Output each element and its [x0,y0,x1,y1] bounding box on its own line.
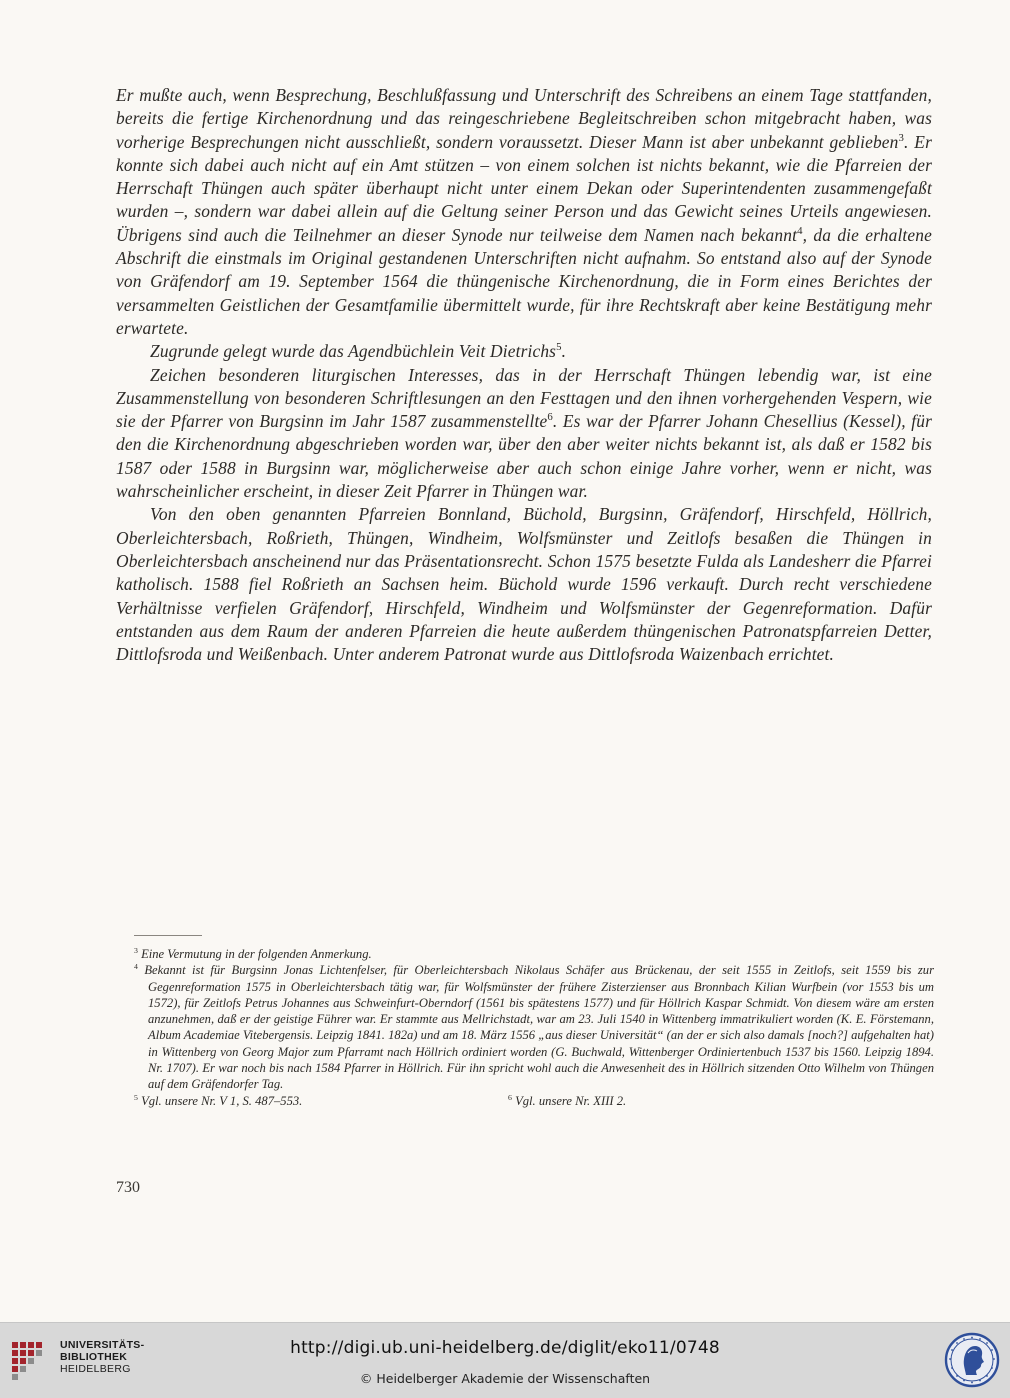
paragraph-2: Zugrunde gelegt wurde das Agendbüchlein Veit Dietrichs$^5$. [150,341,567,362]
permalink-url[interactable]: http://digi.ub.uni-heidelberg.de/diglit/eko11/0748 [290,1338,720,1358]
copyright-notice: © Heidelberger Akademie der Wissenschaften [359,1371,651,1386]
page-number: 730 [116,1179,140,1196]
academy-seal-icon [944,1331,1000,1389]
footnote-divider [134,935,202,936]
library-name: UNIVERSITÄTS- BIBLIOTHEK HEIDELBERG [60,1339,145,1375]
footnote-ref-6[interactable]: 6 [547,411,553,424]
footnote-row-5-6 [134,1093,934,1109]
paragraph-4: Von den oben genannten Pfarreien Bonnland, Büchold, Burgsinn, Gräfendorf, Hirschfeld, Höllrich, Oberleichtersbach, Roßrieth, Thüngen, Windheim, Wolfsmünster und Zeitlofs besaßen die Thüngen in Oberleichtersbach anscheinend nur das Präsentationsrecht. Schon 1575 besetzte Fulda als Landesherr die Pfarrei katholisch. 1588 fiel Roßrieth an Sachsen heim. Büchold wurde 1596 verkauft. Durch recht verschiedene Verhältnisse verfielen Gräfendorf, Hirschfeld, Windheim und Wolfsmünster der Gegenreformation. Dafür entstanden aus dem Raum der anderen Pfarreien die heute außerdem thüngenischen Patronatspfarreien Detter, Dittlofsroda und Weißenbach. Unter anderem Patronat wurde aus Dittlofsroda Waizenbach errichtet. [116,504,932,665]
footnote-4: $^4$ Bekannt ist für Burgsinn Jonas Lichtenfelser, für Oberleichtersbach Nikolaus Schäfer aus Brückenau, der seit 1555 in Zeitlofs, seit 1559 bis zur Gegenreformation 1575 in Oberleichtersbach tätig war, für Wolfsmünster der frühere Zisterzienser aus Bronnbach Kilian Wurfbein (vor 1553 bis um 1572), für Zeitlofs Petrus Johannes aus Schweinfurt-Oberndorf (1561 bis spätestens 1577) und für Höllrich Kaspar Schmidt. Von diesem wäre am ersten anzunehmen, daß er der geistige Führer war. Er stammte aus Mellrichstadt, war am 23. Juli 1540 in Wittenberg immatrikuliert worden (K. E. Förstemann, Album Academiae Vitebergensis. Leipzig 1841. 182a) und am 18. März 1556 „aus dieser Universität“ (an der er sich also damals [noch?] aufgehalten hat) in Wittenberg von Georg Major zum Pfarramt nach Höllrich ordiniert worden (G. Buchwald, Wittenberger Ordiniertenbuch 1537 bis 1560. Leipzig 1894. Nr. 1707). Er war noch bis nach 1584 Pfarrer in Höllrich. Für ihn spricht wohl auch die Anwesenheit des in Höllrich sitzenden Otto Wilhelm von Thüngen auf dem Gräfendorfer Tag. [134,962,934,1092]
footer-bar [0,1322,1010,1398]
main-text [116,84,932,666]
footnote-6: $^6$ Vgl. unsere Nr. XIII 2. [508,1092,627,1108]
footnotes [134,946,934,1109]
footnote-5: $^5$ Vgl. unsere Nr. V 1, S. 487–553. [134,1092,303,1108]
paragraph-1: Er mußte auch, wenn Besprechung, Beschlußfassung und Unterschrift des Schreibens an einem Tage stattfanden, bereits die fertige Kirchenordnung und das reingeschriebene Begleitschreiben schon mitgebracht haben, was vorherige Besprechungen nicht ausschließt, sondern voraussetzt. Dieser Mann ist aber unbekannt geblieben$^3$. Er konnte sich dabei auch nicht auf ein Amt stützen – von einem solchen ist nichts bekannt, wie die Pfarreien der Herrschaft Thüngen auch später überhaupt nicht unter einem Dekan oder Superintendenten zusammengefaßt wurden –, sondern war dabei allein auf die Geltung seiner Person und das Gewicht seines Urteils angewiesen. Übrigens sind auch die Teilnehmer an dieser Synode nur teilweise dem Namen nach bekannt$^4$, da die erhaltene Abschrift die einstmals im Original gestandenen Unterschriften nicht aufnahm. So entstand also auf der Synode von Gräfendorf am 19. September 1564 die thüngenische Kirchenordnung, die in Form eines Berichtes der versammelten Geistlichen der Gesamtfamilie übermittelt wurde, für ihre Rechtskraft aber keine Bestätigung mehr erwartete. [116,85,932,338]
footnote-ref-4[interactable]: 4 [797,224,803,237]
footnote-ref-3[interactable]: 3 [898,131,905,144]
footnote-ref-5[interactable]: 5 [556,341,562,354]
footnote-3: $^3$ Eine Vermutung in der folgenden Anmerkung. [134,945,372,961]
paragraph-3: Zeichen besonderen liturgischen Interesses, das in der Herrschaft Thüngen lebendig war, ist eine Zusammenstellung von besonderen Schriftlesungen an den Festtagen und den ihnen vorhergehenden Vespern, wie sie der Pfarrer von Burgsinn im Jahr 1587 zusammenstellte$^6$. Es war der Pfarrer Johann Chesellius (Kessel), für den die Kirchenordnung abgeschrieben worden war, über den aber weiter nichts bekannt ist, als daß er 1582 bis 1587 oder 1588 in Burgsinn war, möglicherweise aber auch schon einige Jahre vorher, wenn er nicht, was wahrscheinlicher erscheint, in dieser Zeit Pfarrer in Thüngen war. [116,364,932,502]
